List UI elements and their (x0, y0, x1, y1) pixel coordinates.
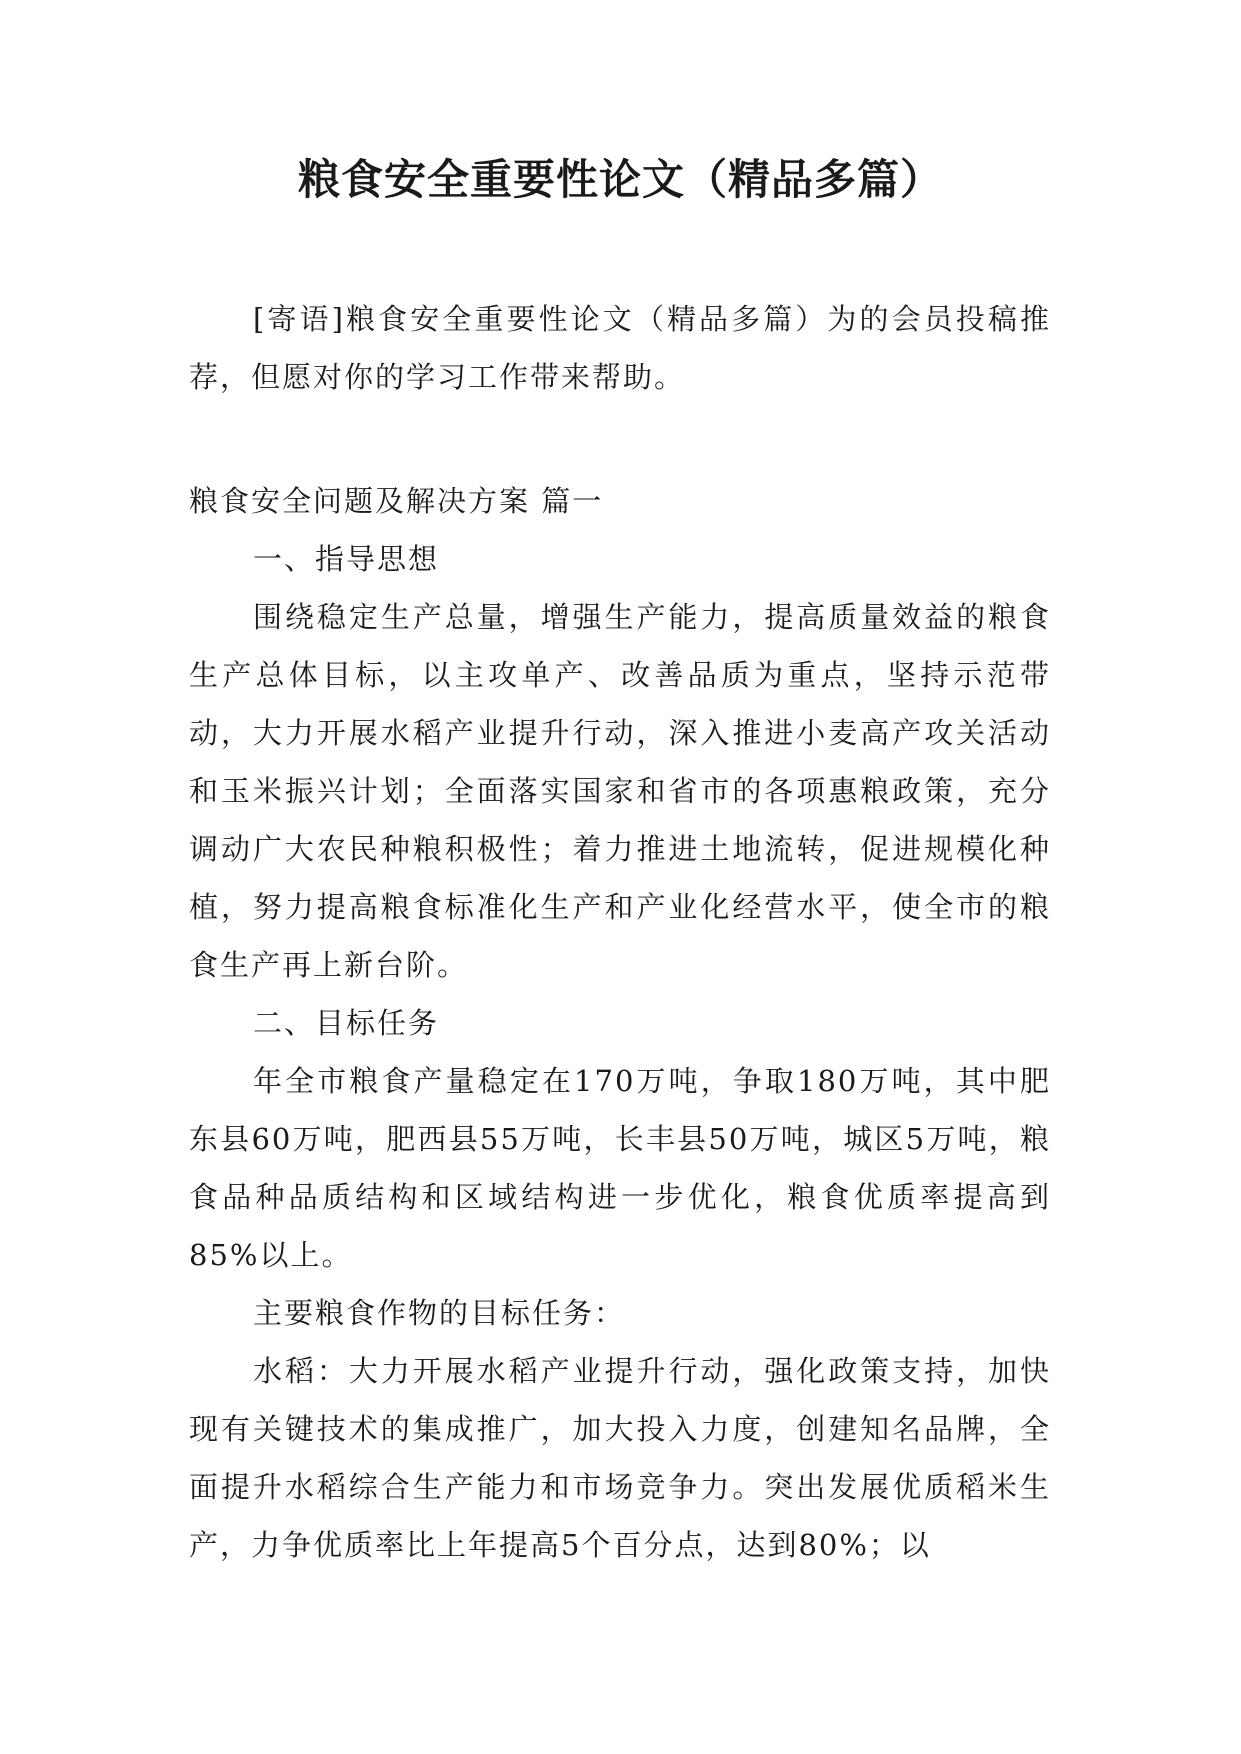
intro-paragraph: [寄语]粮食安全重要性论文（精品多篇）为的会员投稿推荐，但愿对你的学习工作带来帮助。 (189, 302, 1051, 394)
heading-guiding-ideology: 一、指导思想 (253, 542, 440, 576)
spacer (189, 406, 1051, 472)
heading-goals-tasks: 二、目标任务 (253, 1006, 440, 1040)
document-title: 粮食安全重要性论文（精品多篇） (297, 155, 943, 204)
paragraph-goals: 年全市粮食产量稳定在170万吨，争取180万吨，其中肥东县60万吨，肥西县55万吨，长丰县50万吨，城区5万吨，粮食品种品质结构和区域结构进一步优化，粮食优质率提高到85%以上。 (189, 1064, 1051, 1272)
paragraph-guiding-ideology: 围绕稳定生产总量，增强生产能力，提高质量效益的粮食生产总体目标，以主攻单产、改善品质为重点，坚持示范带动，大力开展水稻产业提升行动，深入推进小麦高产攻关活动和玉米振兴计划；全面落实国家和省市的各项惠粮政策，充分调动广大农民种粮积极性；着力推进土地流转，促进规模化种植，努力提高粮食标准化生产和产业化经营水平，使全市的粮食生产再上新台阶。 (189, 600, 1051, 982)
paragraph-rice: 水稻：大力开展水稻产业提升行动，强化政策支持，加快现有关键技术的集成推广，加大投入力度，创建知名品牌，全面提升水稻综合生产能力和市场竞争力。突出发展优质稻米生产，力争优质率比上年提高5个百分点，达到80%；以 (189, 1354, 1051, 1562)
section-title: 粮食安全问题及解决方案 篇一 (189, 484, 604, 518)
paragraph-main-crops: 主要粮食作物的目标任务： (253, 1296, 626, 1330)
document-body (189, 290, 1051, 1574)
